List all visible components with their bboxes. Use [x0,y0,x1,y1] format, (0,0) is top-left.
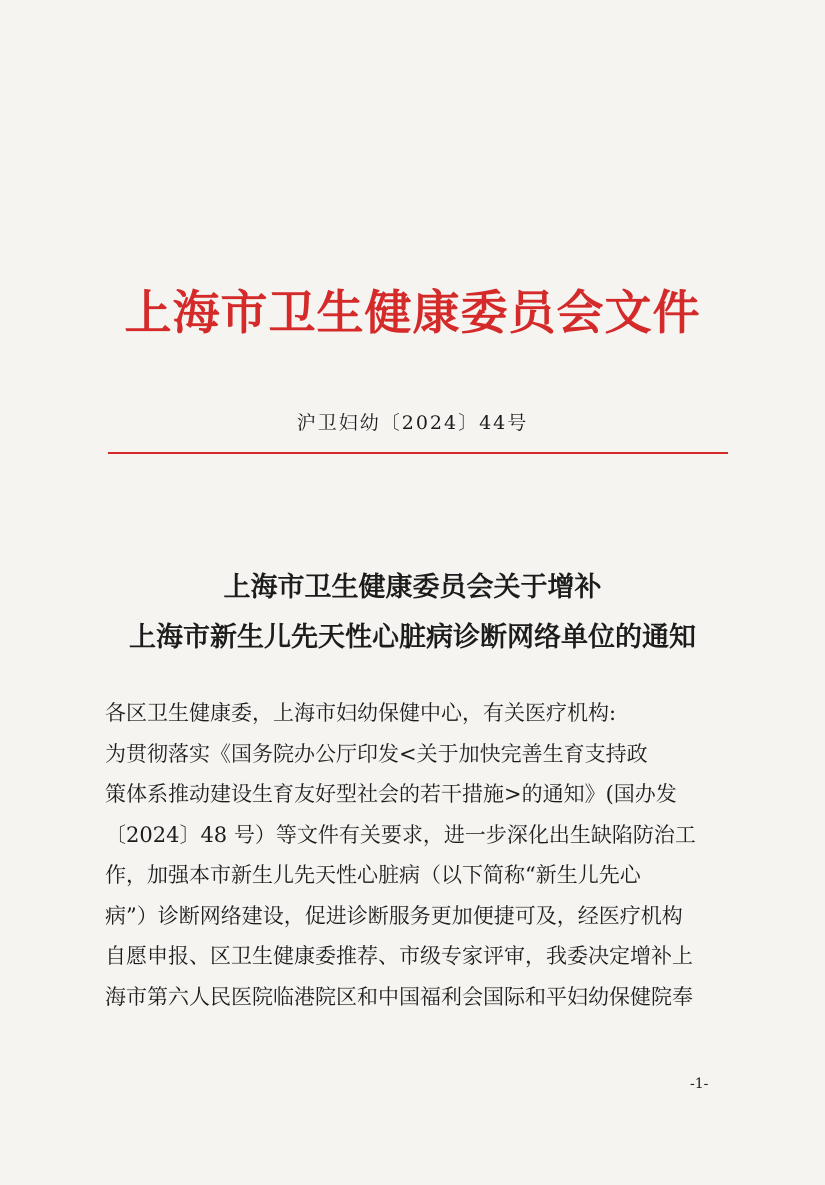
body-line: 〔2024〕48 号）等文件有关要求，进一步深化出生缺陷防治工 [105,822,696,847]
red-divider-line [108,452,728,454]
document-title [0,563,825,663]
title-line-1: 上海市卫生健康委员会关于增补 [223,572,602,603]
salutation: 各区卫生健康委，上海市妇幼保健中心，有关医疗机构: [105,701,617,725]
body-line: 自愿申报、区卫生健康委推荐、市级专家评审，我委决定增补上 [105,944,693,968]
title-line-2: 上海市新生儿先天性心脏病诊断网络单位的通知 [129,622,696,653]
reverse-side-bleed-through [100,95,790,615]
body-text [105,693,735,1017]
body-line: 作，加强本市新生儿先天性心脏病（以下简称“新生儿先心 [105,863,641,887]
body-line: 海市第六人民医院临港院区和中国福利会国际和平妇幼保健院奉 [105,984,693,1009]
body-line: 为贯彻落实《国务院办公厅印发<关于加快完善生育支持政 [105,741,648,766]
body-line: 策体系推动建设生育友好型社会的若干措施>的通知》(国办发 [105,782,677,806]
issuer-letterhead: 上海市卫生健康委员会文件 [124,286,701,341]
document-number: 沪卫妇幼〔2024〕44号 [296,412,529,434]
page-number: -1- [690,1076,709,1092]
body-line: 病”）诊断网络建设，促进诊断服务更加便捷可及，经医疗机构 [105,903,683,928]
